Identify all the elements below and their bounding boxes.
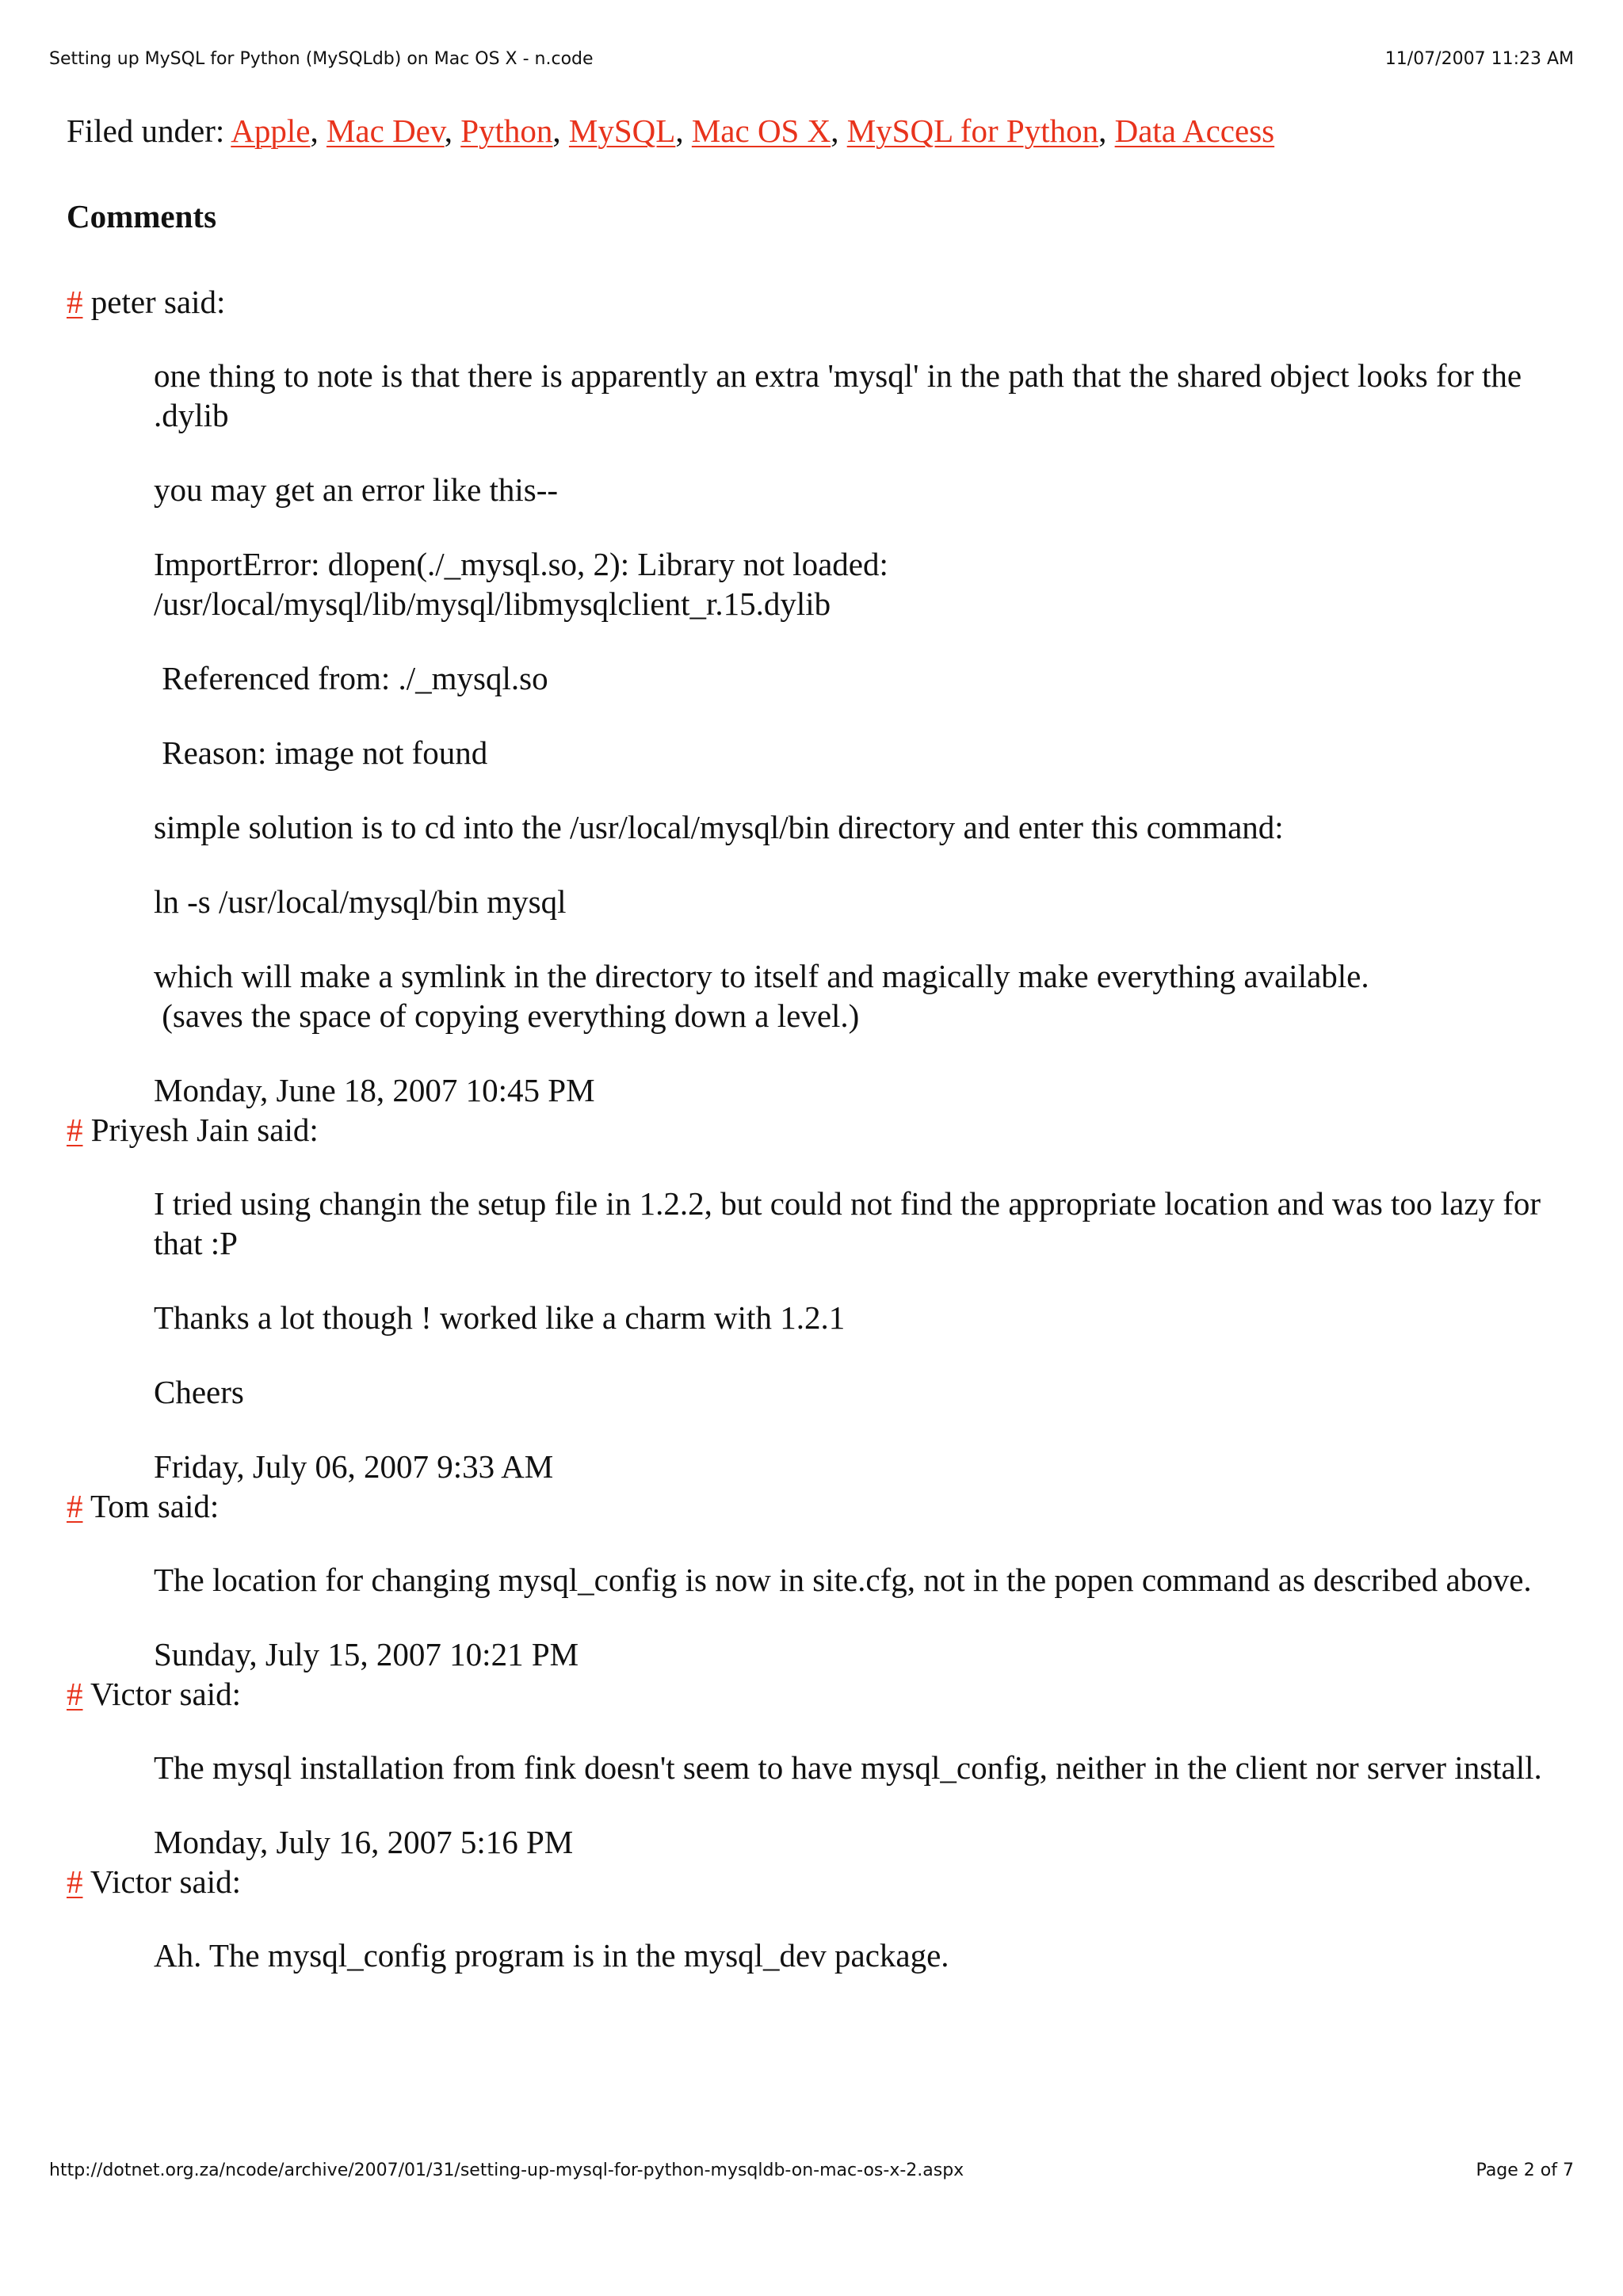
comment [67, 1110, 1556, 1486]
print-datetime: 11/07/2007 11:23 AM [1384, 49, 1574, 69]
comment-header [67, 1674, 1556, 1714]
comment-permalink[interactable]: # [67, 1488, 83, 1524]
comment-paragraph: I tried using changin the setup file in 1.2.2, but could not find the appropriate location and was too lazy for that :P [154, 1185, 1541, 1261]
comments-heading: Comments [67, 198, 217, 235]
comment-paragraph: which will make a symlink in the directory to itself and magically make everything available. (saves the space of copying everything down a level.) [154, 958, 1369, 1034]
comment-body [154, 1150, 1556, 1486]
comment [67, 1486, 1556, 1674]
comment-paragraph: Cheers [154, 1374, 244, 1410]
comment-paragraph: ImportError: dlopen(./_mysql.so, 2): Library not loaded: /usr/local/mysql/lib/mysql/libmysqlclient_r.15.dylib [154, 546, 888, 622]
tag-link-python[interactable]: Python [460, 113, 553, 149]
tag-link-apple[interactable]: Apple [231, 113, 311, 149]
comment-date: Friday, July 06, 2007 9:33 AM [154, 1448, 554, 1485]
comment-author: peter said: [90, 284, 226, 320]
comment-paragraph: The location for changing mysql_config is now in site.cfg, not in the popen command as described above. [154, 1562, 1532, 1598]
comment-author: Victor said: [90, 1676, 241, 1712]
comment-body [154, 322, 1556, 1110]
comment-paragraph: Referenced from: ./_mysql.so [154, 660, 548, 696]
comment-permalink[interactable]: # [67, 284, 83, 320]
tag-link-mac-os-x[interactable]: Mac OS X [691, 113, 831, 149]
comment [67, 1674, 1556, 1862]
comment-paragraph: one thing to note is that there is apparently an extra 'mysql' in the path that the shared object looks for the .dylib [154, 357, 1522, 433]
comment-paragraph: Thanks a lot though ! worked like a charm with 1.2.1 [154, 1299, 846, 1336]
comment-paragraph: simple solution is to cd into the /usr/local/mysql/bin directory and enter this command: [154, 809, 1284, 845]
comment-header [67, 1486, 1556, 1526]
comment-header [67, 1110, 1556, 1150]
filed-under-label: Filed under: [67, 113, 231, 149]
comment-paragraph: you may get an error like this-- [154, 471, 559, 508]
comment-header [67, 1862, 1556, 1901]
comment-paragraph: The mysql installation from fink doesn't seem to have mysql_config, neither in the client nor server install. [154, 1749, 1542, 1786]
comment-permalink[interactable]: # [67, 1112, 83, 1148]
page-title: Setting up MySQL for Python (MySQLdb) on Mac OS X - n.code [49, 49, 594, 69]
comment-paragraph: Ah. The mysql_config program is in the mysql_dev package. [154, 1937, 949, 1974]
comment [67, 282, 1556, 1110]
comment-paragraph: Reason: image not found [154, 734, 488, 771]
comment-author: Victor said: [90, 1863, 241, 1900]
comment-body [154, 1901, 1556, 1975]
comment-body [154, 1714, 1556, 1862]
tag-link-mac-dev[interactable]: Mac Dev [326, 113, 445, 149]
page-url: http://dotnet.org.za/ncode/archive/2007/01/31/setting-up-mysql-for-python-mysqldb-on-mac-os-x-2.aspx [49, 2161, 964, 2180]
comment-date: Monday, July 16, 2007 5:16 PM [154, 1824, 574, 1860]
print-header [49, 49, 1574, 69]
comment-author: Priyesh Jain said: [90, 1112, 319, 1148]
comment-date: Sunday, July 15, 2007 10:21 PM [154, 1636, 579, 1672]
page-number: Page 2 of 7 [1476, 2161, 1574, 2180]
comment-permalink[interactable]: # [67, 1676, 83, 1712]
comment-header [67, 282, 1556, 322]
tag-link-mysql[interactable]: MySQL [568, 113, 676, 149]
page-content [67, 111, 1556, 1975]
comment-permalink[interactable]: # [67, 1863, 83, 1900]
print-footer [49, 2161, 1574, 2180]
comment [67, 1862, 1556, 1975]
tag-link-mysql-for-python[interactable]: MySQL for Python [846, 113, 1099, 149]
comment-body [154, 1526, 1556, 1674]
filed-under: Filed under: Apple, Mac Dev, Python, MySQL, Mac OS X, MySQL for Python, Data Access [67, 113, 1275, 149]
comment-author: Tom said: [90, 1488, 220, 1524]
comment-paragraph: ln -s /usr/local/mysql/bin mysql [154, 883, 567, 920]
comment-date: Monday, June 18, 2007 10:45 PM [154, 1072, 595, 1108]
tag-link-data-access[interactable]: Data Access [1114, 113, 1275, 149]
